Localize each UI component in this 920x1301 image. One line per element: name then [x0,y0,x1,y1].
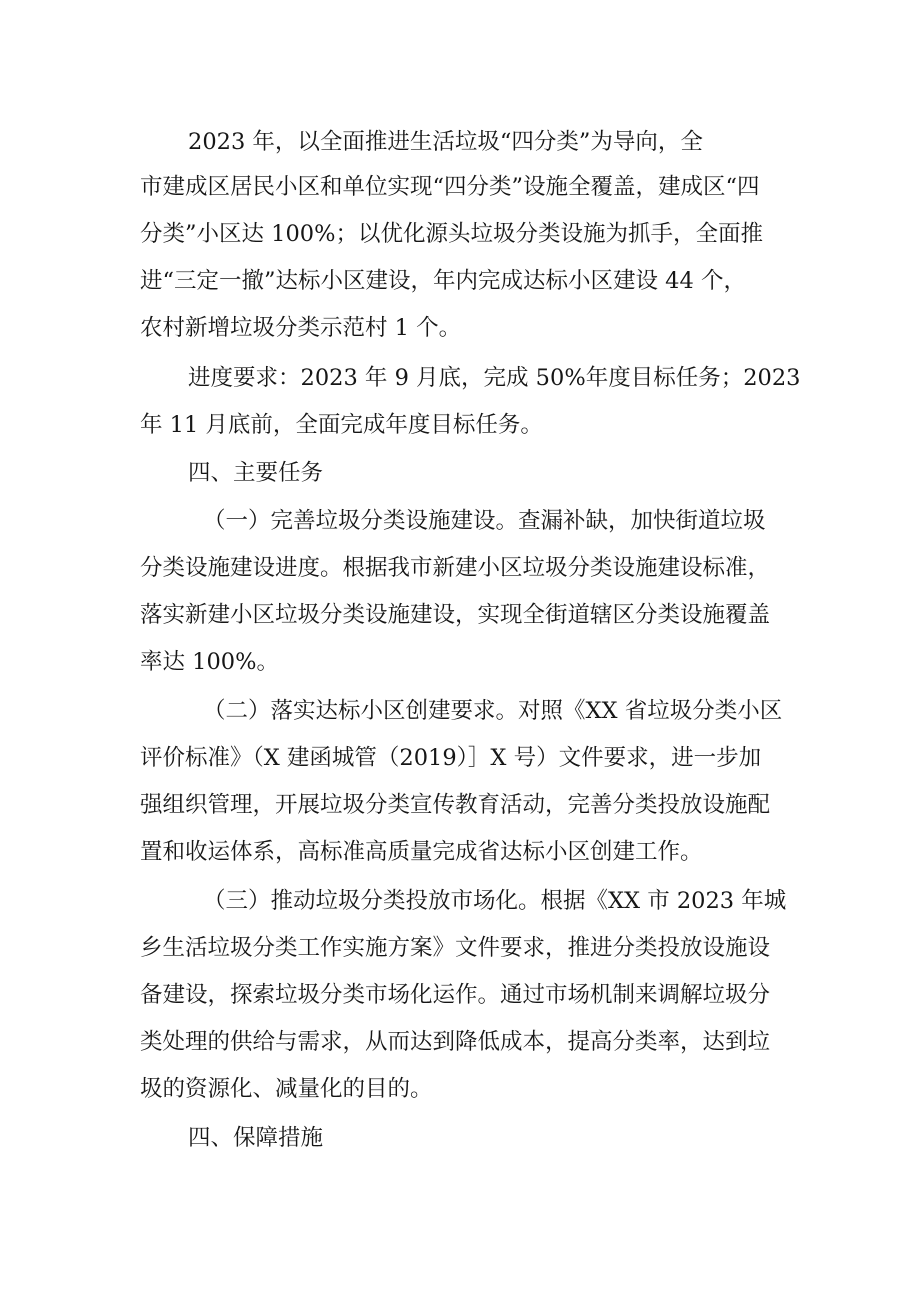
text-line: 分类设施建设进度。根据我市新建小区垃圾分类设施建设标准， [140,555,771,581]
heading-text: 四、主要任务 [188,460,324,486]
text-line: 类处理的供给与需求，从而达到降低成本，提高分类率，达到垃 [140,1029,771,1055]
text-line: 市建成区居民小区和单位实现“四分类”设施全覆盖，建成区“四 [140,174,760,200]
text-line: 率达 100%。 [140,649,279,675]
text-line: 进“三定一撤”达标小区建设，年内完成达标小区建设 44 个， [140,268,746,294]
text-line: 评价标准》（X 建函城管（2019）］X 号）文件要求，进一步加 [140,745,762,771]
text-line: 农村新增垃圾分类示范村 1 个。 [140,315,462,341]
text-line: 年 11 月底前，全面完成年度目标任务。 [140,412,543,438]
text-line: 备建设，探索垃圾分类市场化运作。通过市场机制来调解垃圾分 [140,982,771,1008]
text-line: 2023 年，以全面推进生活垃圾“四分类”为导向，全 [188,129,703,155]
text-line: （三）推动垃圾分类投放市场化。根据《XX 市 2023 年城 [203,888,787,914]
text-line: 强组织管理，开展垃圾分类宣传教育活动，完善分类投放设施配 [140,792,771,818]
text-line: 乡生活垃圾分类工作实施方案》文件要求，推进分类投放设施设 [140,935,771,961]
text-line: （二）落实达标小区创建要求。对照《XX 省垃圾分类小区 [203,698,783,724]
text-line: 进度要求：2023 年 9 月底，完成 50%年度目标任务；2023 [188,365,801,391]
text-line: 分类”小区达 100%；以优化源头垃圾分类设施为抓手，全面推 [140,221,763,247]
text-line: 置和收运体系，高标准高质量完成省达标小区创建工作。 [140,839,703,865]
text-line: 圾的资源化、减量化的目的。 [140,1076,433,1102]
heading-text: 四、保障措施 [188,1125,324,1151]
text-line: 落实新建小区垃圾分类设施建设，实现全街道辖区分类设施覆盖 [140,602,771,628]
text-line: （一）完善垃圾分类设施建设。查漏补缺，加快街道垃圾 [203,508,766,534]
